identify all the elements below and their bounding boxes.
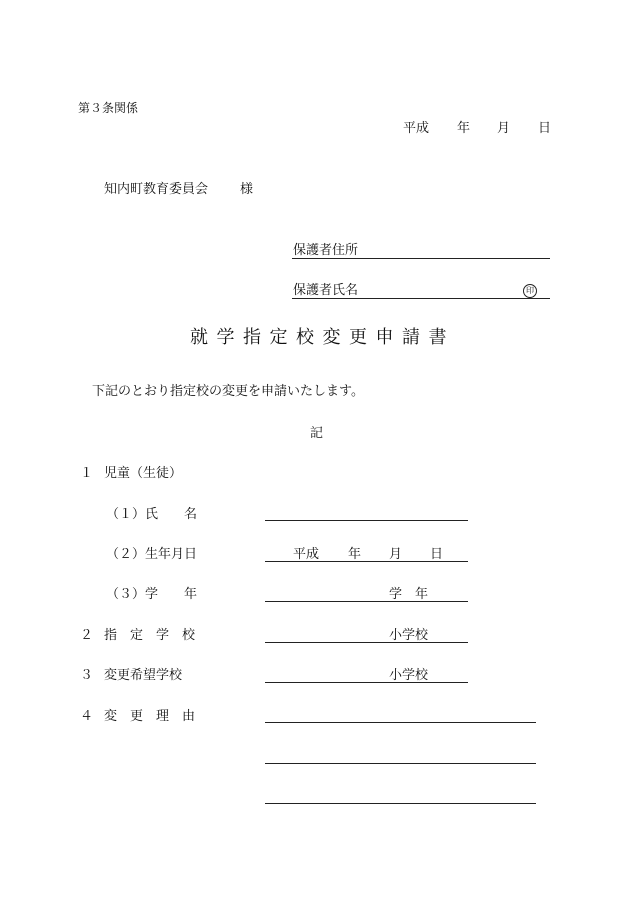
item-3-number: ３: [80, 668, 94, 683]
desired-school-suffix: 小学校: [389, 668, 429, 683]
guardian-name-field[interactable]: [292, 298, 550, 299]
birth-month-unit: 月: [389, 547, 403, 562]
child-grade-label: （３）学 年: [106, 587, 198, 602]
item-2-number: ２: [80, 628, 94, 643]
child-grade-field[interactable]: [265, 601, 468, 602]
guardian-address-label: 保護者住所: [293, 243, 359, 258]
desired-school-field[interactable]: [265, 682, 468, 683]
item-4-label: 変 更 理 由: [104, 709, 196, 724]
designated-school-field[interactable]: [265, 642, 468, 643]
document-title: 就学指定校変更申請書: [190, 327, 455, 348]
date-year-unit: 年: [457, 121, 471, 136]
birth-year-unit: 年: [348, 547, 362, 562]
child-name-label: （１）氏 名: [106, 507, 198, 522]
date-month-unit: 月: [497, 121, 511, 136]
child-name-field[interactable]: [265, 520, 468, 521]
date-era: 平成: [403, 121, 430, 136]
intro-text: 下記のとおり指定校の変更を申請いたします。: [92, 384, 364, 399]
reason-line-3[interactable]: [265, 803, 536, 804]
ki-marker: 記: [310, 426, 324, 441]
form-reference: 第３条関係: [78, 101, 139, 115]
child-birth-label: （２）生年月日: [106, 547, 198, 562]
grade-suffix: 学 年: [389, 587, 429, 602]
birth-era: 平成: [293, 547, 320, 562]
seal-mark: 印: [523, 284, 537, 298]
recipient-name: 知内町教育委員会: [104, 182, 209, 197]
designated-school-suffix: 小学校: [389, 628, 429, 643]
guardian-name-label: 保護者氏名: [293, 283, 359, 298]
recipient-honorific: 様: [240, 182, 254, 197]
item-3-label: 変更希望学校: [104, 668, 183, 683]
birth-day-unit: 日: [430, 547, 444, 562]
date-day-unit: 日: [538, 121, 552, 136]
item-4-number: ４: [80, 709, 94, 724]
item-1-number: １: [80, 466, 94, 481]
item-1-label: 児童（生徒）: [104, 466, 183, 481]
reason-line-2[interactable]: [265, 763, 536, 764]
reason-line-1[interactable]: [265, 722, 536, 723]
guardian-address-field[interactable]: [292, 258, 550, 259]
birth-underline: [265, 561, 468, 562]
item-2-label: 指 定 学 校: [104, 628, 196, 643]
